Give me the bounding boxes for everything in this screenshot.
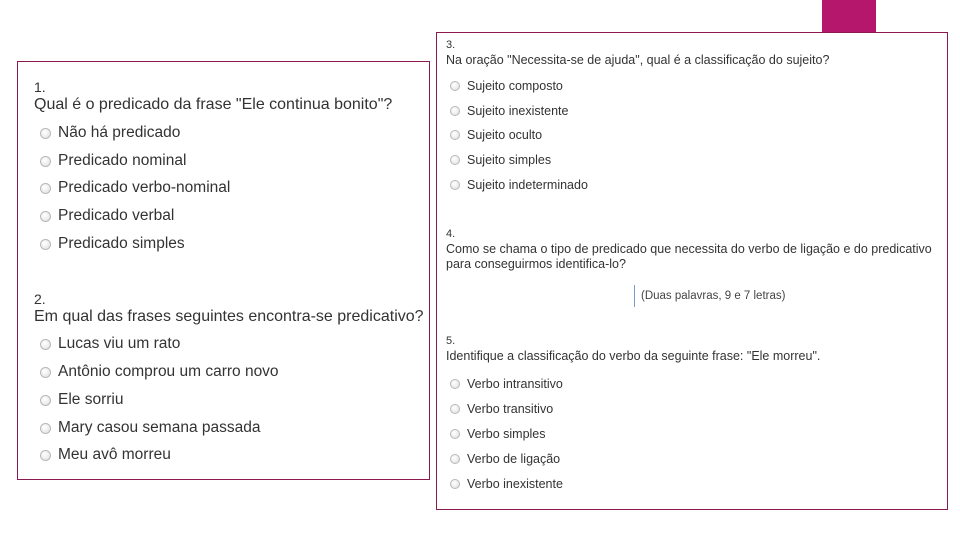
option-label: Verbo inexistente <box>467 477 563 491</box>
option-label: Verbo intransitivo <box>467 377 563 391</box>
question-number: 2. <box>34 291 46 307</box>
question-number: 4. <box>446 228 456 240</box>
quiz-panel-left <box>17 61 430 480</box>
option-label: Sujeito oculto <box>467 128 543 142</box>
option-label: Ele sorriu <box>58 391 124 408</box>
option-q5-3[interactable] <box>450 427 546 441</box>
option-label: Predicado verbal <box>58 207 175 224</box>
option-label: Antônio comprou um carro novo <box>58 363 279 380</box>
radio-button[interactable] <box>40 450 51 461</box>
radio-button[interactable] <box>450 155 460 165</box>
radio-button[interactable] <box>40 423 51 434</box>
option-q2-3[interactable] <box>40 391 123 409</box>
option-label: Predicado nominal <box>58 152 187 169</box>
radio-button[interactable] <box>450 81 460 91</box>
option-label: Verbo transitivo <box>467 402 554 416</box>
option-q1-3[interactable] <box>40 179 230 197</box>
question-2 <box>34 292 424 326</box>
option-q3-2[interactable] <box>450 104 568 118</box>
option-q2-2[interactable] <box>40 363 279 381</box>
radio-button[interactable] <box>40 156 51 167</box>
radio-button[interactable] <box>450 379 460 389</box>
question-1 <box>34 80 424 114</box>
option-label: Sujeito inexistente <box>467 104 569 118</box>
radio-button[interactable] <box>40 339 51 350</box>
radio-button[interactable] <box>450 180 460 190</box>
radio-button[interactable] <box>40 239 51 250</box>
question-4 <box>446 229 941 272</box>
question-text: Como se chama o tipo de predicado que necessita do verbo de ligação e do predicativo para conseguirmos identifica-lo? <box>446 242 932 271</box>
option-q2-5[interactable] <box>40 446 171 464</box>
option-q5-1[interactable] <box>450 377 563 391</box>
option-q5-4[interactable] <box>450 452 560 466</box>
option-label: Predicado simples <box>58 235 185 252</box>
option-q2-4[interactable] <box>40 419 260 437</box>
option-q1-5[interactable] <box>40 235 185 253</box>
quiz-panel-right <box>436 32 948 510</box>
question-number: 5. <box>446 335 456 347</box>
option-label: Sujeito simples <box>467 153 552 167</box>
option-label: Não há predicado <box>58 124 181 141</box>
option-label: Predicado verbo-nominal <box>58 179 231 196</box>
option-q3-1[interactable] <box>450 79 563 93</box>
radio-button[interactable] <box>450 454 460 464</box>
option-q5-2[interactable] <box>450 402 553 416</box>
answer-placeholder: (Duas palavras, 9 e 7 letras) <box>641 290 786 302</box>
option-q1-2[interactable] <box>40 152 186 170</box>
option-q3-5[interactable] <box>450 178 588 192</box>
question-5 <box>446 336 941 364</box>
radio-button[interactable] <box>40 211 51 222</box>
radio-button[interactable] <box>450 404 460 414</box>
radio-button[interactable] <box>450 429 460 439</box>
option-q3-3[interactable] <box>450 128 542 142</box>
option-q3-4[interactable] <box>450 153 551 167</box>
question-text: Qual é o predicado da frase "Ele continua bonito"? <box>34 96 393 113</box>
radio-button[interactable] <box>40 367 51 378</box>
question-3 <box>446 40 941 68</box>
option-label: Mary casou semana passada <box>58 419 261 436</box>
option-label: Lucas viu um rato <box>58 335 181 352</box>
option-q1-4[interactable] <box>40 207 174 225</box>
question-number: 1. <box>34 79 46 95</box>
option-q5-5[interactable] <box>450 477 563 491</box>
option-label: Verbo simples <box>467 427 546 441</box>
option-q2-1[interactable] <box>40 335 180 353</box>
question-text: Na oração "Necessita-se de ajuda", qual é a classificação do sujeito? <box>446 53 830 67</box>
accent-block <box>822 0 876 32</box>
option-label: Sujeito composto <box>467 79 563 93</box>
radio-button[interactable] <box>450 130 460 140</box>
radio-button[interactable] <box>450 106 460 116</box>
answer-input[interactable] <box>634 285 785 307</box>
radio-button[interactable] <box>40 128 51 139</box>
question-number: 3. <box>446 39 456 51</box>
radio-button[interactable] <box>40 395 51 406</box>
question-text: Em qual das frases seguintes encontra-se predicativo? <box>34 308 424 325</box>
option-label: Sujeito indeterminado <box>467 178 588 192</box>
question-text: Identifique a classificação do verbo da seguinte frase: "Ele morreu". <box>446 349 821 363</box>
option-label: Meu avô morreu <box>58 446 171 463</box>
option-label: Verbo de ligação <box>467 452 561 466</box>
radio-button[interactable] <box>450 479 460 489</box>
option-q1-1[interactable] <box>40 124 180 142</box>
radio-button[interactable] <box>40 183 51 194</box>
